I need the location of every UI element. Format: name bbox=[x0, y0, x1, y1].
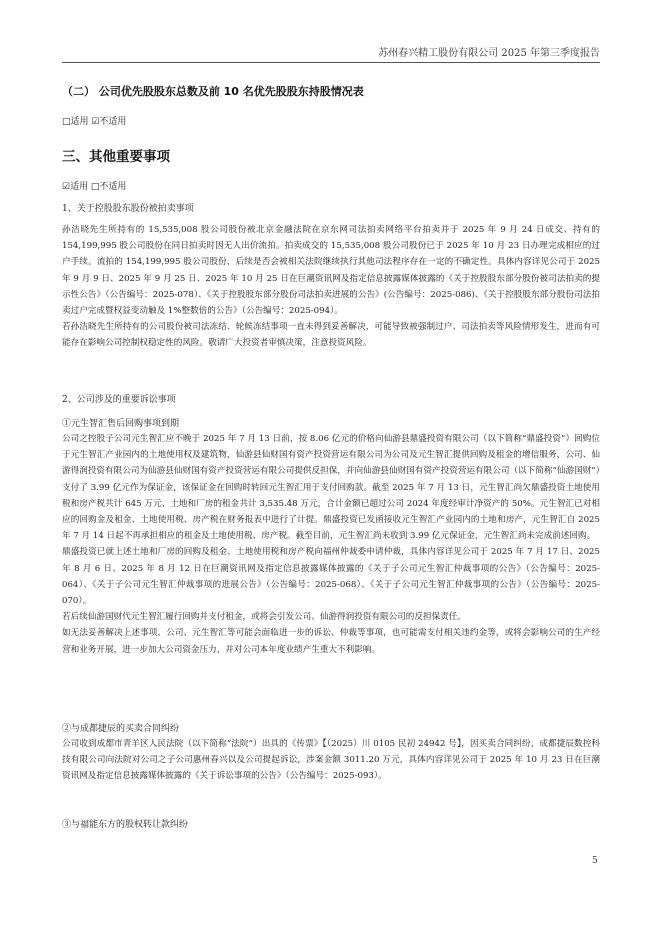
sub1-paragraph: 公司之控股子公司元生智汇应不晚于 2025 年 7 月 13 日前，按 8.06 亿元的价格向仙游县鼎盛投资有限公司（以下简称“鼎盛投资”）回购位于元生智汇产业园内的土地使用权及建筑物，仙游县仙财国有资产投资营运有限公司为公司及元生智汇提供回购及租金的增信服务，公司、仙游得润投资有限公司为仙游县仙财国有资产投资营运有限公司提供反担保，并向仙游县仙财国有资产投资营运有限公司（以下简称“仙游国财”）支付了 3.99 亿元作为保证金，该保证金在回购时转回元生智汇用于支付回购款。截至 2025 年 7 月 13 日，元生智汇尚欠鼎盛投资土地使用税和房产税共计 645 万元、土地和厂房的租金共计 3,535.48 万元，合计金额已超过公司 2024 年度经审计净资产的 50%。元生智汇已对相应的回购金及租金、土地使用税、房产税在财务报表中进行了计提。鼎盛投资已发函接收元生智汇产业园内的土地和房产，元生智汇自 2025 年 7 月 14 日起不再承担相应的租金及土地使用税、房产税。截至目前，元生智汇尚未收到 3.99 亿元保证金，元生智汇尚未完成前述回购。 bbox=[62, 434, 600, 542]
other-matters-applicability: ☑适用 □不适用 bbox=[62, 182, 127, 192]
item2-title: 2、公司涉及的重要诉讼事项 bbox=[62, 395, 176, 405]
sub1-guarantee-paragraph: 若后续仙游国财代元生智汇履行回购并支付租金，或将会引发公司、仙游得润投资有限公司的反担保责任。 bbox=[62, 612, 466, 623]
item1-body bbox=[62, 222, 600, 352]
page-header: 苏州春兴精工股份有限公司 2025 年第三季度报告 bbox=[62, 44, 600, 63]
page-number: 5 bbox=[592, 856, 598, 866]
sub2-paragraph: 公司收到成都市青羊区人民法院（以下简称“法院”）出具的《传票》【（2025）川 0105 民初 24942 号】，因买卖合同纠纷，成都捷辰数控科技有限公司向法院对公司之子公司惠州春兴以及公司提起诉讼，涉案金额 3011.20 万元，具体内容详见公司于 2025 年 10 月 23 日在巨潮资讯网及指定信息披露媒体披露的《关于诉讼事项的公告》（公告编号：2025-093）。 bbox=[62, 739, 600, 782]
sub1-title: ①元生智汇售后回购事项到期 bbox=[62, 419, 180, 429]
item1-title: 1、关于控股股东股份被拍卖事项 bbox=[62, 204, 194, 214]
sub1-arbitration-paragraph: 鼎盛投资已就上述土地和厂房的回购及租金、土地使用税和房产税向福州仲裁委申请仲裁，具体内容详见公司于 2025 年 7 月 17 日、2025 年 8 月 6 日、2025 年 8 月 12 日在巨潮资讯网及指定信息披露媒体披露的《关于子公司元生智汇仲裁事项的公告》（公告编号：2025-064）、《关于子公司元生智汇仲裁事项的进展公告》（公告编号：2025-068）、《关于子公司元生智汇仲裁事项的公告》（公告编号：2025-070）。 bbox=[62, 547, 600, 607]
other-matters-heading: 三、其他重要事项 bbox=[62, 149, 170, 165]
sub1-body bbox=[62, 431, 600, 658]
item1-risk-paragraph: 若孙洁晓先生所持有的公司股份被司法冻结、轮候冻结事项一直未得到妥善解决，可能导致被强制过户、司法拍卖等风险情形发生，进而有可能存在影响公司控制权稳定性的风险。敬请广大投资者审慎决策，注意投资风险。 bbox=[62, 322, 600, 349]
sub2-title: ②与成都捷辰的买卖合同纠纷 bbox=[62, 724, 180, 734]
sub3-title: ③与福能东方的股权转让款纠纷 bbox=[62, 820, 189, 830]
preferred-shares-applicability: □适用 ☑不适用 bbox=[62, 117, 127, 127]
item1-paragraph: 孙洁晓先生所持有的 15,535,008 股公司股份被北京金融法院在京东网司法拍卖网络平台拍卖并于 2025 年 9 月 24 日成交、持有的 154,199,995 股公司股份在同日拍卖时因无人出价流拍。拍卖成交的 15,535,008 股公司股份已于 2025 年 10 月 23 日办理完成相应的过户手续。流拍的 154,199,995 股公司股份，后续是否会被相关法院继续执行其他司法程序存在一定的不确定性。具体内容详见公司于 2025 年 9 月 9 日、2025 年 9 月 25 日、2025 年 10 月 25 日在巨潮资讯网及指定信息披露媒体披露的《关于控股股东部分股份被司法拍卖的提示性公告》（公告编号：2025-078）、《关于控股股东部分股份司法拍卖进展的公告》(公告编号：2025-086)、《关于控股股东部分股份司法拍卖过户完成暨权益变动触及 1%整数倍的公告》（公告编号：2025-094）。 bbox=[62, 225, 600, 317]
sub1-risk-paragraph: 如无法妥善解决上述事项，公司、元生智汇等可能会面临进一步的诉讼、仲裁等事项，也可能需支付相关违约金等，或将会影响公司的生产经营和业务开展，进一步加大公司资金压力，并对公司本年度业绩产生重大不利影响。 bbox=[62, 628, 600, 655]
preferred-shares-heading: （二） 公司优先股股东总数及前 10 名优先股股东持股情况表 bbox=[62, 85, 364, 98]
